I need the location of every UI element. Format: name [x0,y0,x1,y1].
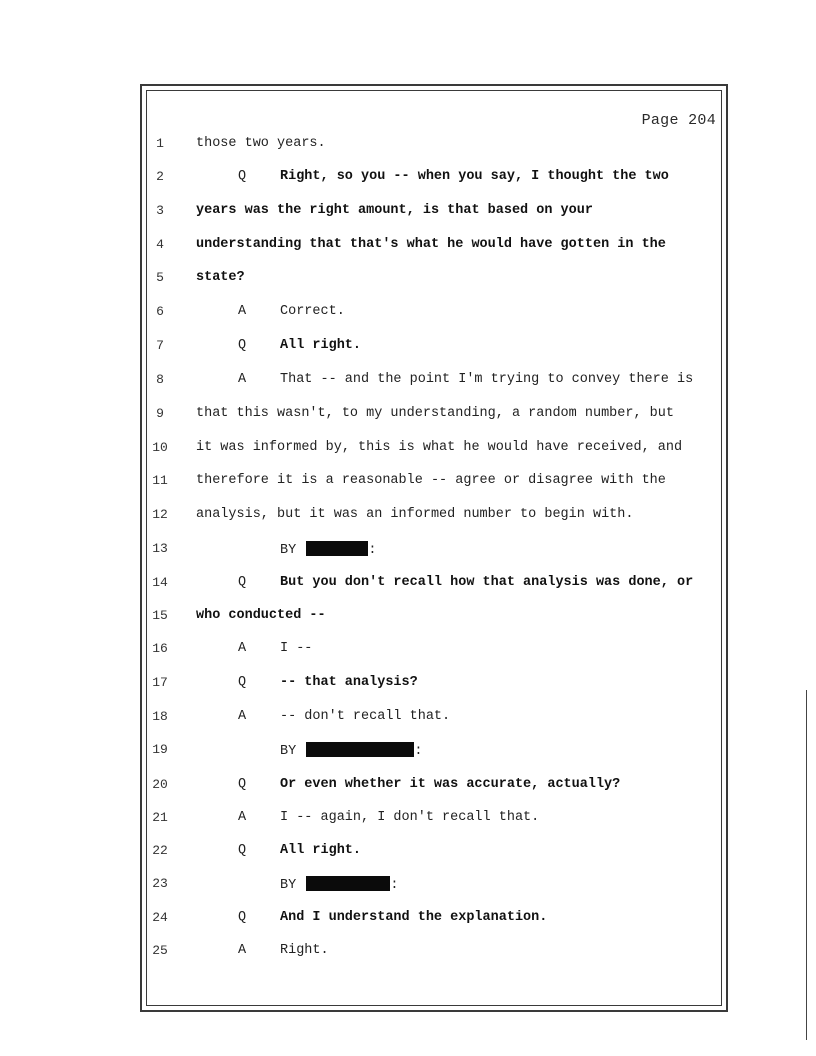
colon: : [414,744,423,759]
speaker-label: Q [237,843,247,858]
line-number: 7 [156,338,164,353]
line-number: 24 [152,910,168,925]
transcript-line [0,440,816,464]
line-text: That -- and the point I'm trying to convey there is [280,372,694,387]
transcript-line [0,338,816,362]
transcript-line [0,575,816,599]
transcript-line [0,910,816,934]
line-text: those two years. [196,136,326,151]
line-number: 6 [156,304,164,319]
line-text: Or even whether it was accurate, actually? [280,777,621,792]
line-text: All right. [280,338,362,353]
line-text: -- don't recall that. [280,709,451,724]
line-text: -- that analysis? [280,675,418,690]
transcript-line [0,203,816,227]
speaker-label: Q [237,777,247,792]
colon: : [368,543,377,558]
transcript-line [0,777,816,801]
transcript-line [0,507,816,531]
line-text: BY : [280,878,399,893]
speaker-label: Q [237,675,247,690]
line-number: 1 [156,136,164,151]
transcript-line [0,608,816,632]
transcript-line [0,675,816,699]
transcript-line [0,876,816,900]
line-number: 17 [152,675,168,690]
line-number: 12 [152,507,168,522]
line-text: Right, so you -- when you say, I thought the two [280,169,669,184]
redaction-block [306,541,368,556]
redaction-block [306,742,414,757]
line-text: All right. [280,843,362,858]
transcript-line [0,473,816,497]
transcript-line [0,541,816,565]
line-text: years was the right amount, is that based on your [196,203,593,218]
line-text: understanding that that's what he would have gotten in the [196,237,666,252]
line-text: I -- [280,641,313,656]
speaker-label: A [237,810,247,825]
speaker-label: A [237,709,247,724]
line-text: state? [196,270,245,285]
line-number: 4 [156,237,164,252]
line-text: therefore it is a reasonable -- agree or disagree with the [196,473,666,488]
colon: : [390,878,399,893]
line-number: 9 [156,406,164,421]
line-text: BY : [280,744,423,759]
transcript-line [0,270,816,294]
transcript-line [0,641,816,665]
transcript-line [0,372,816,396]
line-number: 16 [152,641,168,656]
speaker-label: A [237,304,247,319]
line-text: Correct. [280,304,345,319]
line-number: 10 [152,440,168,455]
speaker-label: Q [237,338,247,353]
line-number: 22 [152,843,168,858]
line-text: I -- again, I don't recall that. [280,810,540,825]
speaker-label: Q [237,169,247,184]
line-number: 8 [156,372,164,387]
line-text: Right. [280,943,329,958]
speaker-label: A [237,372,247,387]
transcript-line [0,304,816,328]
speaker-label: A [237,641,247,656]
speaker-label: Q [237,575,247,590]
page-number: Page 204 [641,112,716,129]
line-text: who conducted -- [196,608,326,623]
line-number: 2 [156,169,164,184]
line-text: But you don't recall how that analysis was done, or [280,575,694,590]
transcript-line [0,810,816,834]
line-number: 5 [156,270,164,285]
line-number: 25 [152,943,168,958]
transcript-line [0,237,816,261]
line-number: 3 [156,203,164,218]
redaction-block [306,876,390,891]
line-text: it was informed by, this is what he would have received, and [196,440,683,455]
line-number: 14 [152,575,168,590]
transcript-line [0,943,816,967]
transcript-line [0,406,816,430]
transcript-line [0,169,816,193]
line-number: 23 [152,876,168,891]
line-number: 19 [152,742,168,757]
speaker-label: Q [237,910,247,925]
line-number: 11 [152,473,168,488]
line-number: 20 [152,777,168,792]
line-number: 13 [152,541,168,556]
line-text: And I understand the explanation. [280,910,548,925]
line-text: analysis, but it was an informed number to begin with. [196,507,634,522]
transcript-line [0,136,816,160]
speaker-label: A [237,943,247,958]
line-number: 15 [152,608,168,623]
line-text: that this wasn't, to my understanding, a random number, but [196,406,674,421]
line-text: BY : [280,543,377,558]
transcript-line [0,843,816,867]
transcript-line [0,742,816,766]
transcript-line [0,709,816,733]
line-number: 18 [152,709,168,724]
line-number: 21 [152,810,168,825]
